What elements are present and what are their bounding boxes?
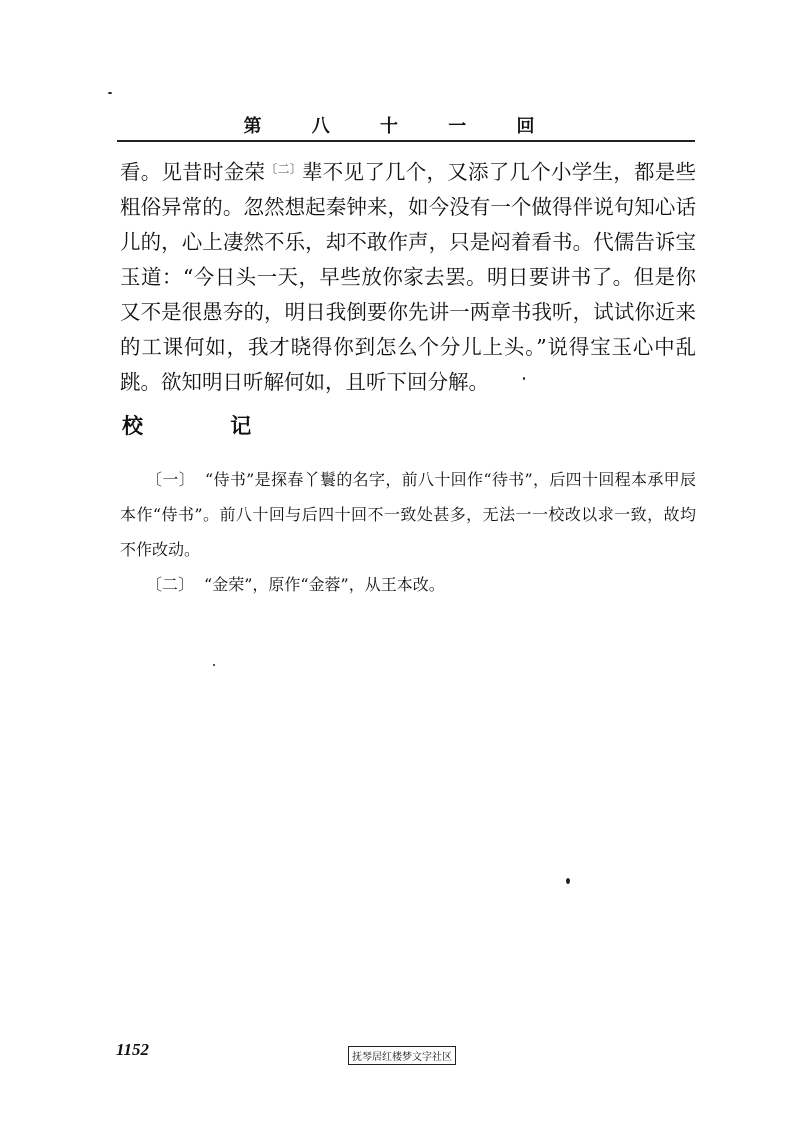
scan-speck (213, 664, 215, 666)
scan-speck (523, 377, 525, 380)
note-text: “金荣”，原作“金蓉”，从王本改。 (204, 575, 445, 594)
collation-notes (120, 462, 696, 602)
collation-note-2 (120, 567, 696, 602)
page-number: 1152 (116, 1040, 150, 1059)
main-paragraph (120, 155, 696, 400)
scan-speck (566, 878, 570, 884)
note-number: 〔一〕 (146, 470, 195, 489)
collation-note-1 (120, 462, 696, 567)
chapter-title: 第 八 十 一 回 (243, 116, 557, 137)
footnote-reference-2: 〔二〕 (265, 162, 302, 176)
collation-notes-heading: 校 记 (122, 413, 292, 438)
header-rule (117, 140, 695, 142)
scan-source-stamp: 抚琴居红楼梦文字社区 (348, 1046, 456, 1065)
paragraph-text-rest: 辈不见了几个，又添了几个小学生，都是些粗俗异常的。忽然想起秦钟来，如今没有一个做得伴说句知心话儿的，心上凄然不乐，却不敢作声，只是闷着看书。代儒告诉宝玉道：“今日头一天，早些放你家去罢。明日要讲书了。但是你又不是很愚夯的，明日我倒要你先讲一两章书我听，试试你近来的工课何如，我才晓得你到怎么个分儿上头。”说得宝玉心中乱跳。欲知明日听解何如，且听下回分解。 (120, 160, 696, 394)
paragraph-text-start: 看。见昔时金荣 (120, 160, 266, 184)
note-text: “侍书”是探春丫鬟的名字，前八十回作“待书”，后四十回程本承甲辰本作“侍书”。前八十回与后四十回不一致处甚多，无法一一校改以求一致，故均不作改动。 (120, 470, 696, 559)
scan-speck (108, 92, 112, 94)
note-number: 〔二〕 (146, 575, 195, 594)
